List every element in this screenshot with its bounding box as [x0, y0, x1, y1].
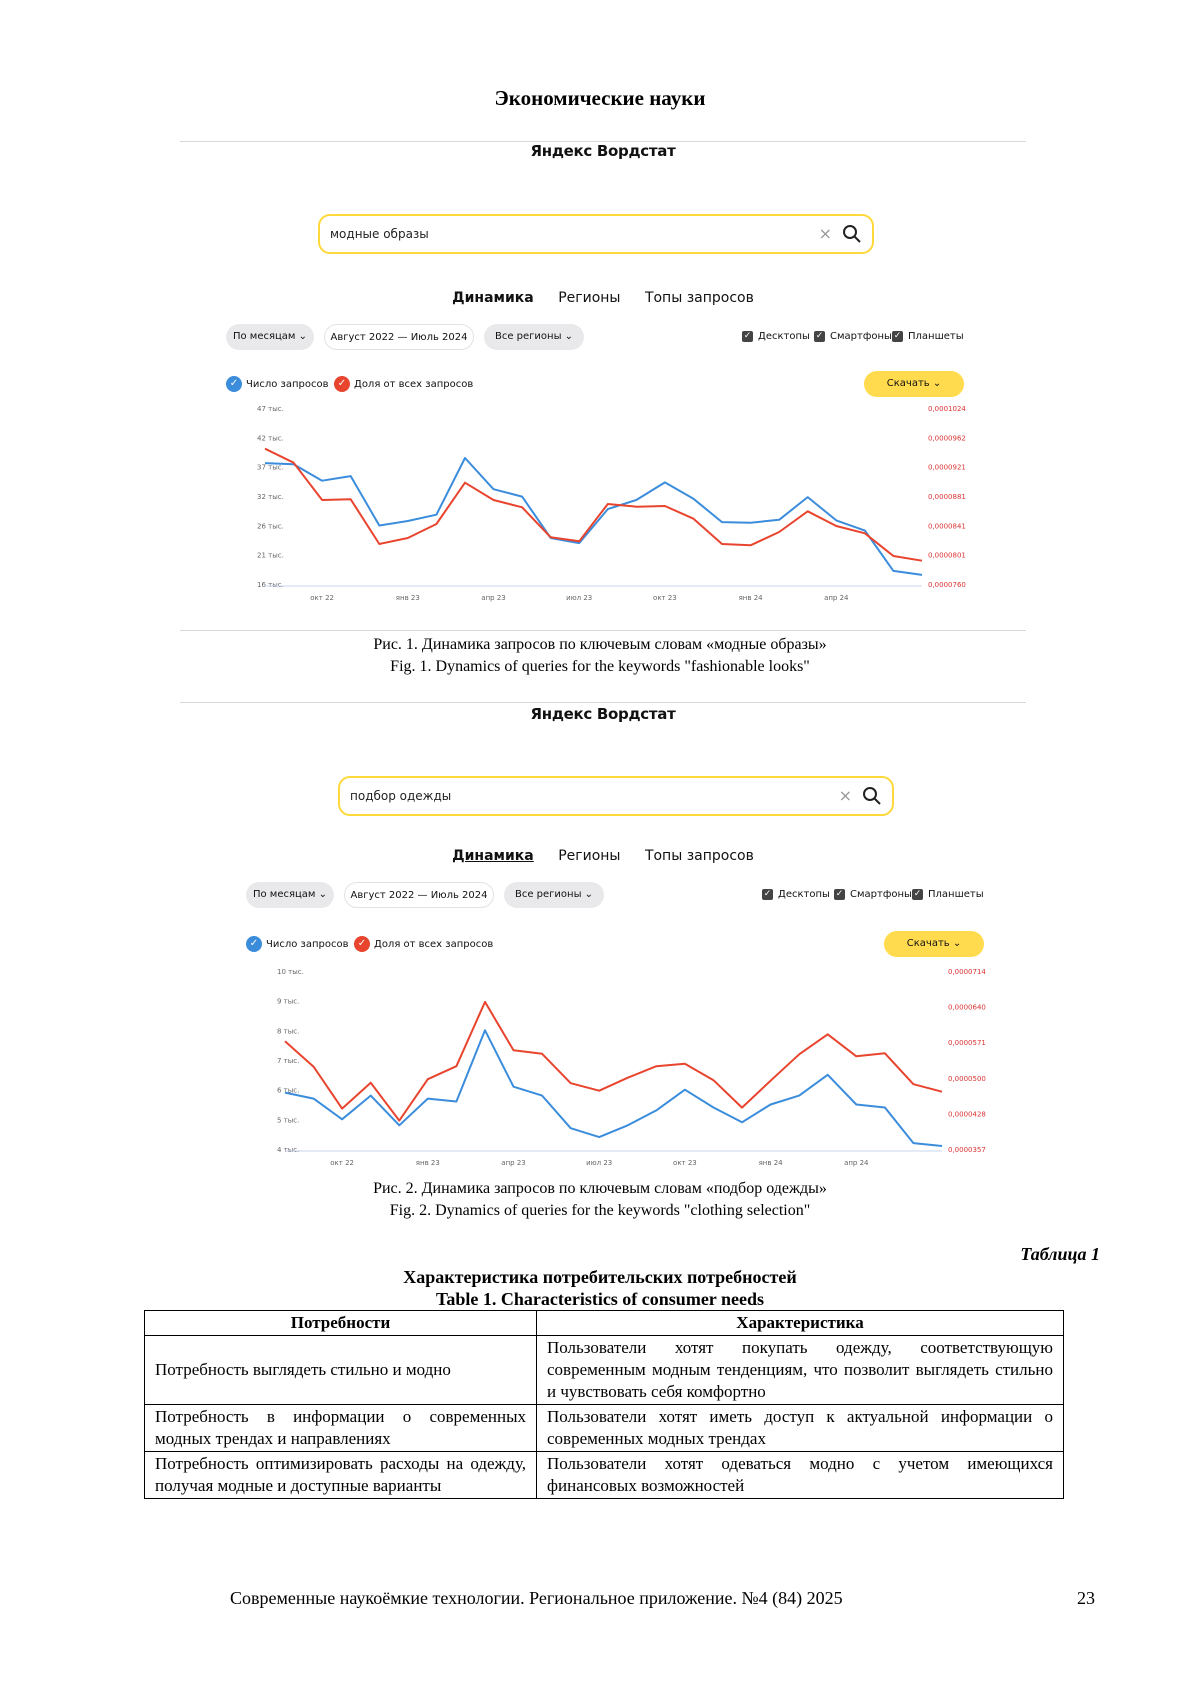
download-button[interactable]: Скачать ⌄	[884, 931, 984, 957]
x-tick-label: апр 24	[844, 1159, 869, 1167]
figure-1-bottom-rule	[180, 630, 1026, 631]
series-line-count	[265, 458, 922, 575]
y-left-tick-label: 7 тыс.	[277, 1057, 300, 1065]
region-select[interactable]: Все регионы ⌄	[504, 882, 604, 908]
tab-regions[interactable]: Регионы	[558, 848, 621, 864]
x-tick-label: окт 22	[310, 594, 334, 602]
legend-label: Доля от всех запросов	[354, 378, 474, 390]
x-tick-label: окт 22	[330, 1159, 354, 1167]
table-cell: Пользователи хотят иметь доступ к актуальной информации о современных модных трендах	[537, 1405, 1064, 1452]
download-label: Скачать	[886, 378, 930, 389]
y-right-tick-label: 0,0001024	[928, 405, 966, 413]
y-left-tick-label: 10 тыс.	[277, 968, 304, 976]
y-left-tick-label: 42 тыс.	[257, 434, 284, 443]
search-input[interactable]	[338, 776, 894, 816]
period-select[interactable]: По месяцам ⌄	[246, 882, 334, 908]
clear-icon[interactable]: ×	[838, 786, 852, 805]
x-tick-label: янв 24	[758, 1159, 783, 1167]
x-tick-label: апр 23	[481, 594, 506, 602]
checkbox-smartphones[interactable]	[814, 331, 892, 342]
series-line-share	[285, 1002, 942, 1121]
page-number: 23	[1077, 1588, 1095, 1608]
y-right-tick-label: 0,0000640	[948, 1003, 986, 1012]
y-right-tick-label: 0,0000571	[948, 1039, 986, 1048]
tab-dynamics[interactable]: Динамика	[452, 848, 534, 864]
search-query: модные образы	[330, 227, 429, 241]
x-tick-label: янв 24	[738, 594, 763, 602]
search-input[interactable]	[318, 214, 874, 254]
table-cell: Пользователи хотят одеваться модно с учетом имеющихся финансовых возможностей	[537, 1452, 1064, 1499]
check-icon: ✓	[893, 331, 902, 341]
checkbox-desktops[interactable]	[762, 889, 830, 900]
check-icon: ✓	[743, 331, 752, 341]
x-tick-label: апр 23	[501, 1159, 526, 1167]
x-tick-label: апр 24	[824, 594, 849, 602]
figure-2-wordstat-panel	[180, 702, 1026, 1173]
clear-icon[interactable]: ×	[818, 224, 832, 243]
date-range-select[interactable]: Август 2022 — Июль 2024	[324, 324, 474, 350]
y-right-tick-label: 0,0000428	[948, 1110, 986, 1119]
check-circle-icon: ✓	[334, 376, 350, 392]
table-header-cell: Характеристика	[537, 1311, 1064, 1336]
check-icon: ✓	[763, 889, 772, 899]
x-tick-label: окт 23	[653, 594, 677, 602]
series-line-share	[265, 449, 922, 561]
y-right-tick-label: 0,0000921	[928, 463, 966, 472]
y-right-tick-label: 0,0000500	[948, 1074, 986, 1083]
journal-footer: Современные наукоёмкие технологии. Региональное приложение. №4 (84) 2025	[230, 1588, 843, 1608]
x-tick-label: июл 23	[566, 594, 593, 602]
checkbox-desktops[interactable]	[742, 331, 810, 342]
wordstat-logo: Яндекс Вордстат	[530, 705, 676, 723]
y-left-tick-label: 5 тыс.	[277, 1116, 300, 1125]
y-left-tick-label: 16 тыс.	[257, 581, 284, 589]
period-select-label: По месяцам	[252, 889, 316, 900]
checkbox-label: Смартфоны	[830, 331, 892, 342]
period-select[interactable]: По месяцам ⌄	[226, 324, 314, 350]
check-circle-icon: ✓	[354, 936, 370, 952]
table-header-row	[145, 1311, 1064, 1336]
wordstat-logo: Яндекс Вордстат	[530, 142, 676, 160]
search-icon[interactable]	[842, 224, 862, 244]
x-tick-label: окт 23	[673, 1159, 697, 1167]
y-left-tick-label: 32 тыс.	[257, 493, 284, 501]
search-icon[interactable]	[862, 786, 882, 806]
y-right-tick-label: 0,0000841	[928, 522, 966, 531]
table-label: Таблица 1	[1020, 1244, 1100, 1264]
download-label: Скачать	[906, 938, 950, 949]
figure-2-caption-ru: Рис. 2. Динамика запросов по ключевым словам «подбор одежды»	[373, 1180, 827, 1197]
x-tick-label: янв 23	[395, 594, 420, 602]
table-cell: Потребность в информации о современных модных трендах и направлениях	[145, 1405, 537, 1452]
search-query: подбор одежды	[350, 789, 452, 803]
table-cell: Потребность выглядеть стильно и модно	[145, 1336, 537, 1405]
y-right-tick-label: 0,0000714	[948, 968, 986, 976]
check-circle-icon: ✓	[226, 376, 242, 392]
legend-label: Доля от всех запросов	[374, 938, 494, 950]
figure-1-caption-ru: Рис. 1. Динамика запросов по ключевым словам «модные образы»	[373, 636, 827, 653]
table-row	[145, 1452, 1064, 1499]
checkbox-label: Смартфоны	[850, 889, 912, 900]
y-right-tick-label: 0,0000801	[928, 551, 966, 560]
legend-count[interactable]	[246, 936, 349, 952]
figure-1-caption-en: Fig. 1. Dynamics of queries for the keywords "fashionable looks"	[390, 658, 810, 675]
period-select-label: По месяцам	[232, 331, 296, 342]
x-tick-label: янв 23	[415, 1159, 440, 1167]
legend-share[interactable]	[334, 376, 473, 392]
checkbox-smartphones[interactable]	[834, 889, 912, 900]
table-cell: Пользователи хотят покупать одежду, соответствующую современным модным тенденциям, что позволит выглядеть стильно и чувствовать себя комфортно	[537, 1336, 1064, 1405]
chart-1	[180, 404, 1026, 632]
y-right-tick-label: 0,0000962	[928, 434, 966, 443]
y-left-tick-label: 9 тыс.	[277, 997, 300, 1006]
table-header-cell: Потребности	[145, 1311, 537, 1336]
check-circle-icon: ✓	[246, 936, 262, 952]
checkbox-label: Планшеты	[928, 889, 984, 900]
check-icon: ✓	[815, 331, 824, 341]
y-right-tick-label: 0,0000357	[948, 1146, 986, 1154]
x-tick-label: июл 23	[586, 1159, 613, 1167]
tab-top-queries[interactable]: Топы запросов	[644, 848, 754, 864]
checkbox-label: Планшеты	[908, 331, 964, 342]
figure-2-caption-en: Fig. 2. Dynamics of queries for the keywords "clothing selection"	[389, 1202, 811, 1219]
check-icon: ✓	[913, 889, 922, 899]
region-select[interactable]: Все регионы ⌄	[484, 324, 584, 350]
section-title: Экономические науки	[494, 86, 706, 110]
checkbox-label: Десктопы	[778, 889, 830, 900]
checkbox-label: Десктопы	[758, 331, 810, 342]
y-left-tick-label: 26 тыс.	[257, 522, 284, 531]
tab-bar	[180, 848, 1026, 864]
table-row	[145, 1336, 1064, 1405]
tab-bar	[180, 290, 1026, 306]
y-left-tick-label: 8 тыс.	[277, 1027, 300, 1036]
y-left-tick-label: 6 тыс.	[277, 1086, 300, 1095]
y-right-tick-label: 0,0000760	[928, 581, 966, 589]
y-left-tick-label: 47 тыс.	[257, 405, 284, 413]
region-select-label: Все регионы	[514, 889, 582, 900]
tab-top-queries[interactable]: Топы запросов	[644, 290, 754, 306]
table-row	[145, 1405, 1064, 1452]
date-range-select[interactable]: Август 2022 — Июль 2024	[344, 882, 494, 908]
check-icon: ✓	[835, 889, 844, 899]
checkbox-tablets[interactable]	[912, 889, 984, 900]
needs-table	[144, 1310, 1064, 1499]
tab-dynamics[interactable]: Динамика	[452, 290, 534, 306]
y-left-tick-label: 21 тыс.	[257, 551, 284, 560]
tab-regions[interactable]: Регионы	[558, 290, 621, 306]
legend-label: Число запросов	[266, 938, 349, 950]
legend-label: Число запросов	[246, 378, 329, 390]
legend-count[interactable]	[226, 376, 329, 392]
y-right-tick-label: 0,0000881	[928, 493, 966, 501]
checkbox-tablets[interactable]	[892, 331, 964, 342]
chart-2	[180, 963, 1026, 1173]
y-left-tick-label: 37 тыс.	[257, 463, 284, 472]
legend-share[interactable]	[354, 936, 493, 952]
y-left-tick-label: 4 тыс.	[277, 1146, 300, 1154]
figure-1-wordstat-panel	[180, 141, 1026, 632]
download-button[interactable]: Скачать ⌄	[864, 371, 964, 397]
table-cell: Потребность оптимизировать расходы на одежду, получая модные и доступные варианты	[145, 1452, 537, 1499]
table-title-ru: Характеристика потребительских потребностей	[403, 1267, 797, 1287]
region-select-label: Все регионы	[494, 331, 562, 342]
table-title-en: Table 1. Characteristics of consumer needs	[436, 1289, 764, 1309]
